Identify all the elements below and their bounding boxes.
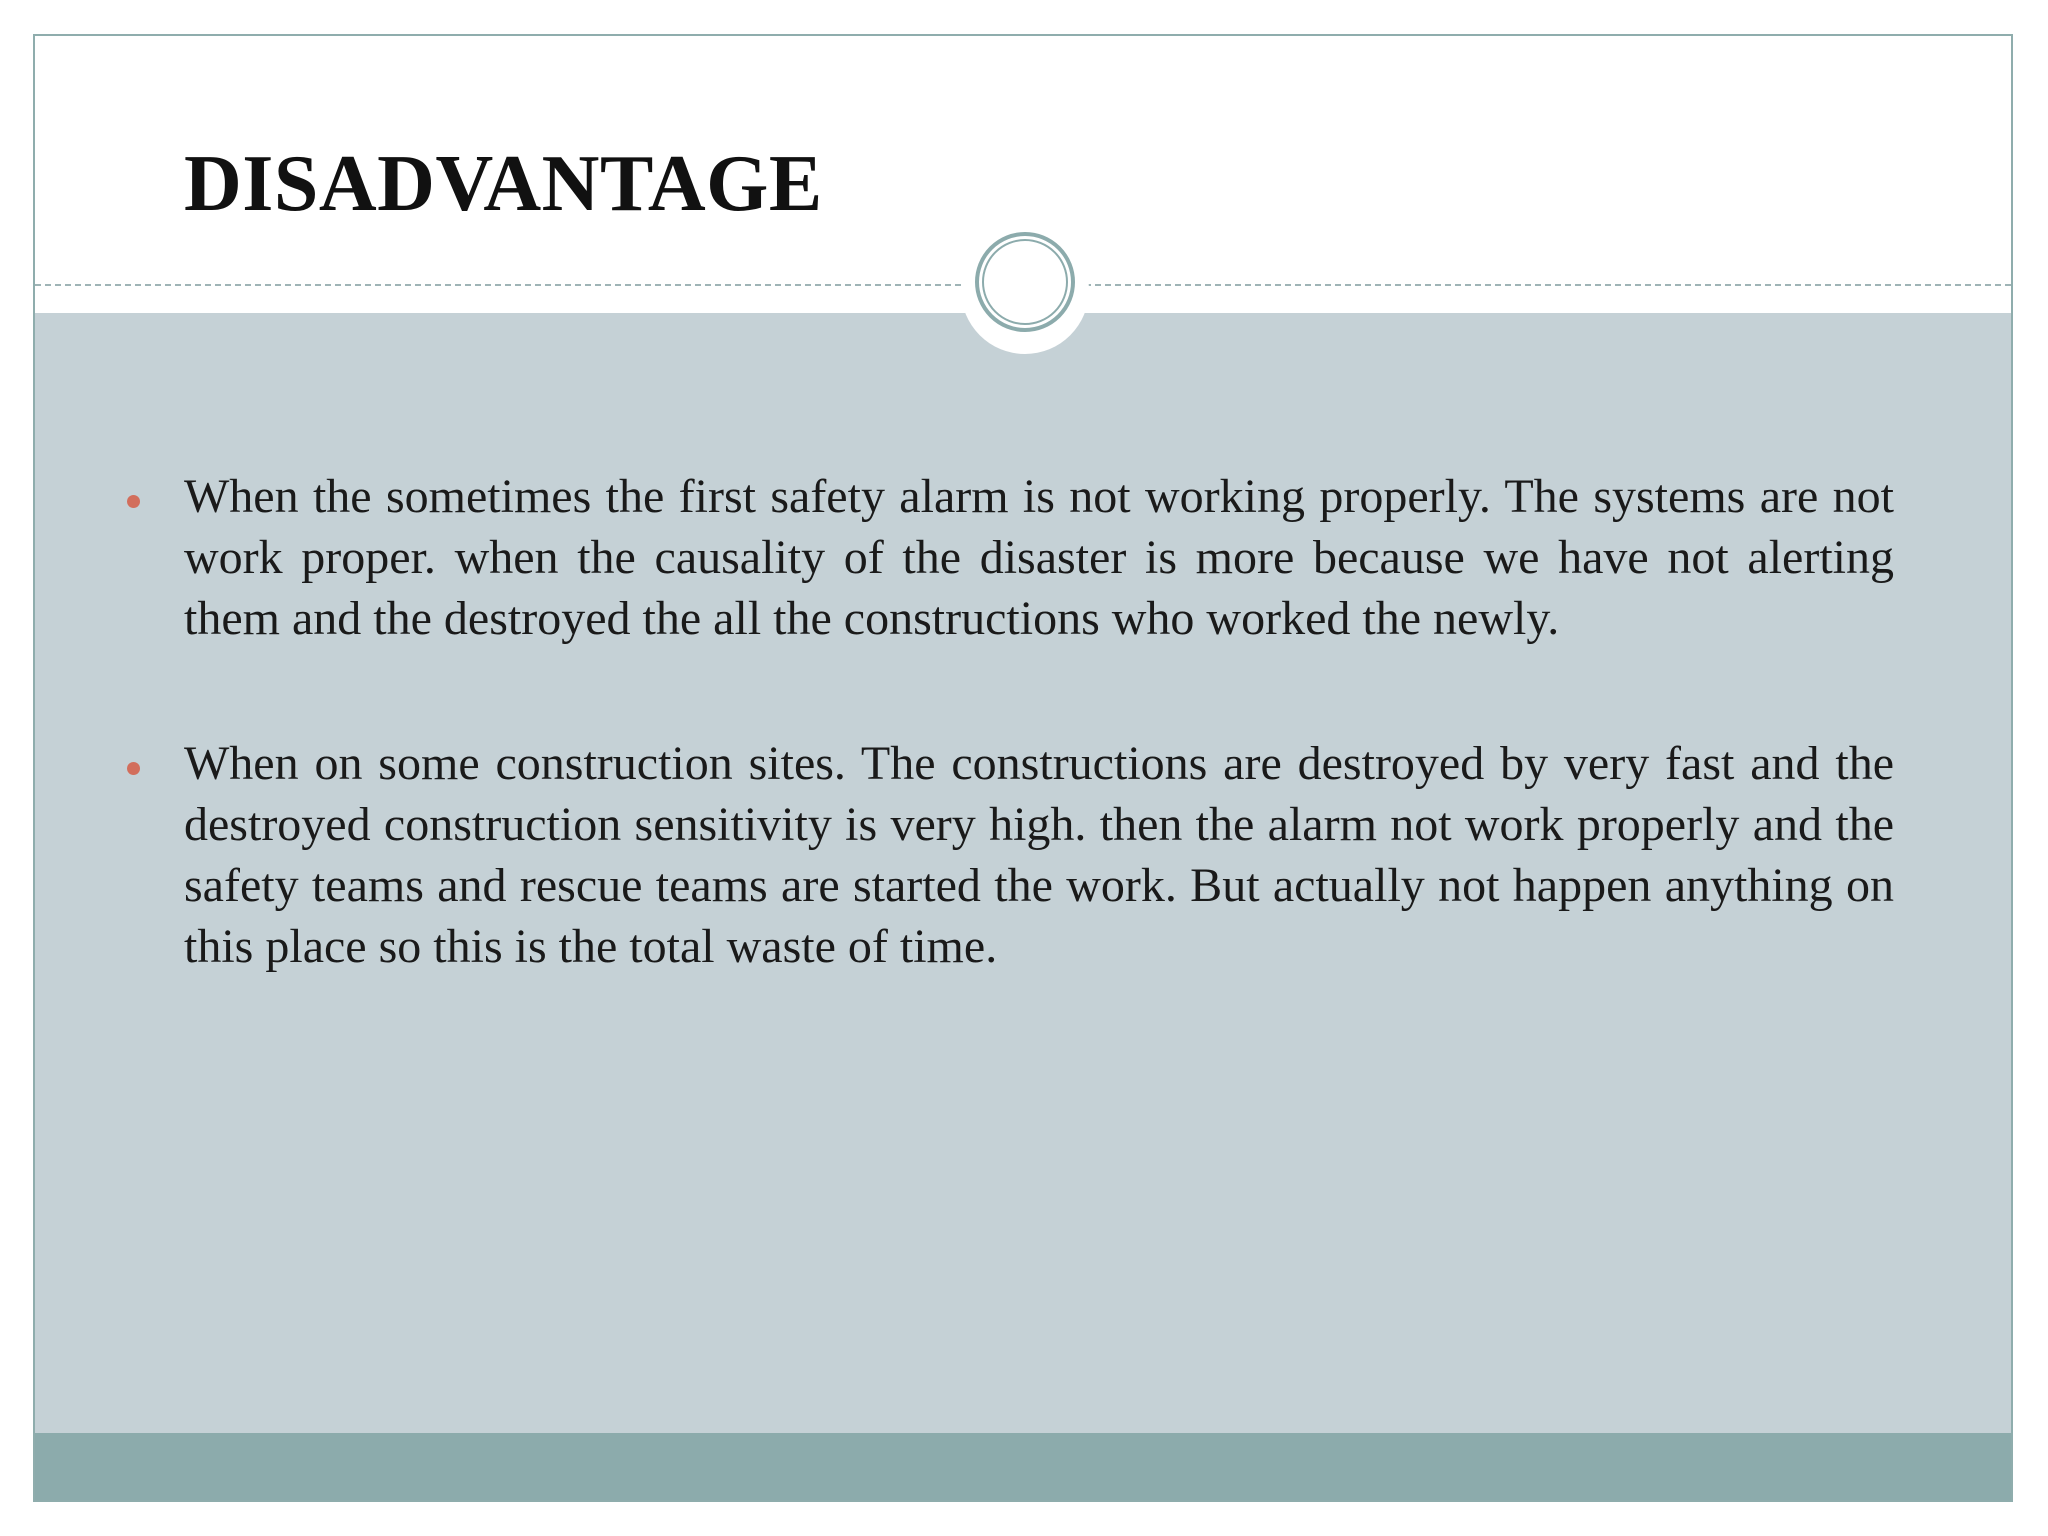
slide-title: DISADVANTAGE	[184, 140, 823, 228]
list-item	[35, 733, 2011, 977]
slide	[33, 34, 2013, 1502]
ring-medallion-inner	[982, 239, 1068, 325]
list-item	[35, 466, 2011, 649]
bullet-text: When the sometimes the first safety alarm is not working properly. The systems are not work proper. when the causality of the disaster is more because we have not alerting them and the destroyed the all the constructions who worked the newly.	[184, 470, 1894, 645]
circle-bullet-icon	[127, 762, 140, 775]
footer-band	[35, 1433, 2011, 1502]
bullet-list	[35, 466, 2011, 1061]
circle-bullet-icon	[127, 495, 140, 508]
bullet-text: When on some construction sites. The constructions are destroyed by very fast and the destroyed construction sensitivity is very high. then the alarm not work properly and the safety teams and rescue teams are started the work. But actually not happen anything on this place so this is the total waste of time.	[184, 737, 1894, 973]
